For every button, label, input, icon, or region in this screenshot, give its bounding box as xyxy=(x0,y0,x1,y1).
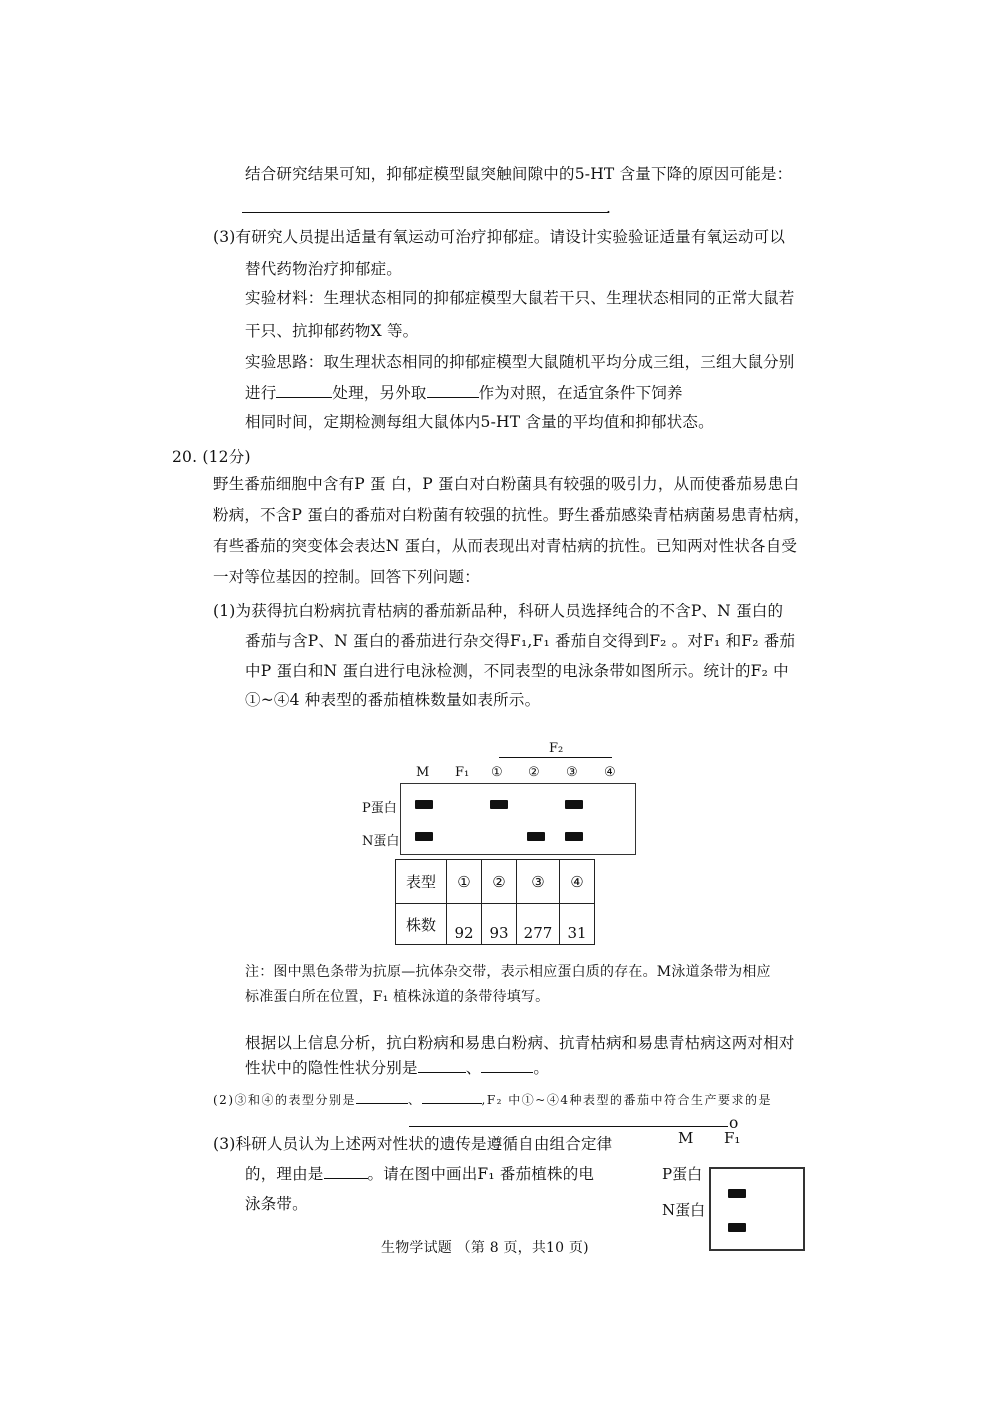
note-line1: 注：图中黑色条带为抗原—抗体杂交带，表示相应蛋白质的存在。M泳道条带为相应 xyxy=(245,964,771,980)
q20-para-line1: 野生番茄细胞中含有P 蛋 白，P 蛋白对白粉菌具有较强的吸引力，从而使番茄易患白 xyxy=(213,475,800,493)
analysis-line1: 根据以上信息分析，抗白粉病和易患白粉病、抗青枯病和易患青枯病这两对相对 xyxy=(245,1034,795,1052)
q20-sub3-line2: 的，理由是 。请在图中画出F₁ 番茄植株的电 xyxy=(245,1165,595,1183)
note-line2: 标准蛋白所在位置，F₁ 植株泳道的条带待填写。 xyxy=(245,989,550,1005)
q20-sub1-line4: ①~④4 种表型的番茄植株数量如表所示。 xyxy=(245,691,541,709)
answer-blank[interactable] xyxy=(418,1058,466,1073)
table-cell: 株数 xyxy=(396,904,447,945)
analysis-line2: 性状中的隐性性状分别是 、 。 xyxy=(245,1059,550,1077)
table-cell: 表型 xyxy=(396,860,447,904)
table-cell: ③ xyxy=(517,860,560,904)
phenotype-count-table xyxy=(395,859,595,945)
table-cell: 31 xyxy=(560,904,595,945)
answer-blank-line xyxy=(242,212,608,213)
lane-label-2: ② xyxy=(528,765,540,780)
lane-label-1: ① xyxy=(491,765,503,780)
f2-label: F₂ xyxy=(549,741,564,756)
q3-approach-line3: 相同时间，定期检测每组大鼠体内5-HT 含量的平均值和抑郁状态。 xyxy=(245,413,714,431)
gel-box xyxy=(400,783,636,855)
answer-blank[interactable] xyxy=(276,383,332,398)
q20-sub3-line3: 泳条带。 xyxy=(245,1195,308,1213)
table-cell: ① xyxy=(447,860,482,904)
q20-para-line2: 粉病，不含P 蛋白的番茄对白粉菌有较强的抗性。野生番茄感染青枯病菌易患青枯病， xyxy=(213,506,810,524)
q3-approach-line2: 进行 处理，另外取 作为对照，在适宜条件下饲养 xyxy=(245,384,683,402)
q3-approach-line1: 实验思路：取生理状态相同的抑郁症模型大鼠随机平均分成三组，三组大鼠分别 xyxy=(245,353,795,371)
answer-blank[interactable] xyxy=(481,1058,533,1073)
f2-bracket-line xyxy=(499,757,612,758)
row-label-n-protein: N蛋白 xyxy=(662,1201,706,1219)
band-3-n xyxy=(565,832,583,841)
q20-sub1-line1: (1)为获得抗白粉病抗青枯病的番茄新品种，科研人员选择纯合的不含P、N 蛋白的 xyxy=(213,602,784,620)
q3-materials-line1: 实验材料：生理状态相同的抑郁症模型大鼠若干只、生理状态相同的正常大鼠若 xyxy=(245,289,795,307)
table-cell: ② xyxy=(482,860,517,904)
q20-sub1-line3: 中P 蛋白和N 蛋白进行电泳检测，不同表型的电泳条带如图所示。统计的F₂ 中 xyxy=(245,662,789,680)
row-label-n-protein: N蛋白 xyxy=(362,834,400,849)
q3-line1: (3)有研究人员提出适量有氧运动可治疗抑郁症。请设计实验验证适量有氧运动可以 xyxy=(213,228,786,246)
band-m-n xyxy=(728,1223,746,1232)
intro-line: 结合研究结果可知，抑郁症模型鼠突触间隙中的5-HT 含量下降的原因可能是： xyxy=(245,165,793,183)
table-row xyxy=(396,904,595,945)
q20-sub3-line1: (3)科研人员认为上述两对性状的遗传是遵循自由组合定律 xyxy=(213,1135,613,1153)
table-cell: 93 xyxy=(482,904,517,945)
answer-blank[interactable] xyxy=(356,1091,408,1104)
table-cell: 277 xyxy=(517,904,560,945)
q20-header: 20. (12分) xyxy=(172,448,251,466)
lane-label-3: ③ xyxy=(566,765,578,780)
q20-sub2-line: (2)③和④的表型分别是 、 ,F₂ 中①~④4种表型的番茄中符合生产要求的是 xyxy=(213,1093,772,1107)
lane-label-f1: F₁ xyxy=(455,765,470,780)
q20-para-line3: 有些番茄的突变体会表达N 蛋白，从而表现出对青枯病的抗性。已知两对性状各自受 xyxy=(213,537,798,555)
answer-blank-line[interactable] xyxy=(409,1126,728,1127)
q3-materials-line2: 干只、抗抑郁药物X 等。 xyxy=(245,322,419,340)
row-label-p-protein: P蛋白 xyxy=(362,801,397,816)
end-mark: o xyxy=(729,1114,739,1132)
lane-label-m: M xyxy=(416,765,430,780)
answer-blank[interactable] xyxy=(427,383,479,398)
table-row xyxy=(396,860,595,904)
q3-line2: 替代药物治疗抑郁症。 xyxy=(245,260,403,278)
answer-blank[interactable] xyxy=(422,1091,482,1104)
band-2-n xyxy=(527,832,545,841)
table-cell: ④ xyxy=(560,860,595,904)
page-footer: 生物学试题 （第 8 页，共10 页) xyxy=(381,1240,589,1256)
band-m-p xyxy=(415,800,433,809)
band-m-n xyxy=(415,832,433,841)
answer-blank[interactable] xyxy=(324,1164,368,1179)
period: . xyxy=(606,199,612,217)
band-m-p xyxy=(728,1189,746,1198)
row-label-p-protein: P蛋白 xyxy=(662,1165,703,1183)
table-cell: 92 xyxy=(447,904,482,945)
band-1-p xyxy=(490,800,508,809)
q20-para-line4: 一对等位基因的控制。回答下列问题： xyxy=(213,568,480,586)
q20-sub1-line2: 番茄与含P、N 蛋白的番茄进行杂交得F₁,F₁ 番茄自交得到F₂ 。对F₁ 和F₂ 番茄 xyxy=(245,632,796,650)
lane-label-4: ④ xyxy=(604,765,616,780)
band-3-p xyxy=(565,800,583,809)
lane-label-f1: F₁ xyxy=(724,1129,741,1147)
lane-label-m: M xyxy=(678,1129,694,1147)
f1-gel-box[interactable] xyxy=(709,1167,805,1251)
